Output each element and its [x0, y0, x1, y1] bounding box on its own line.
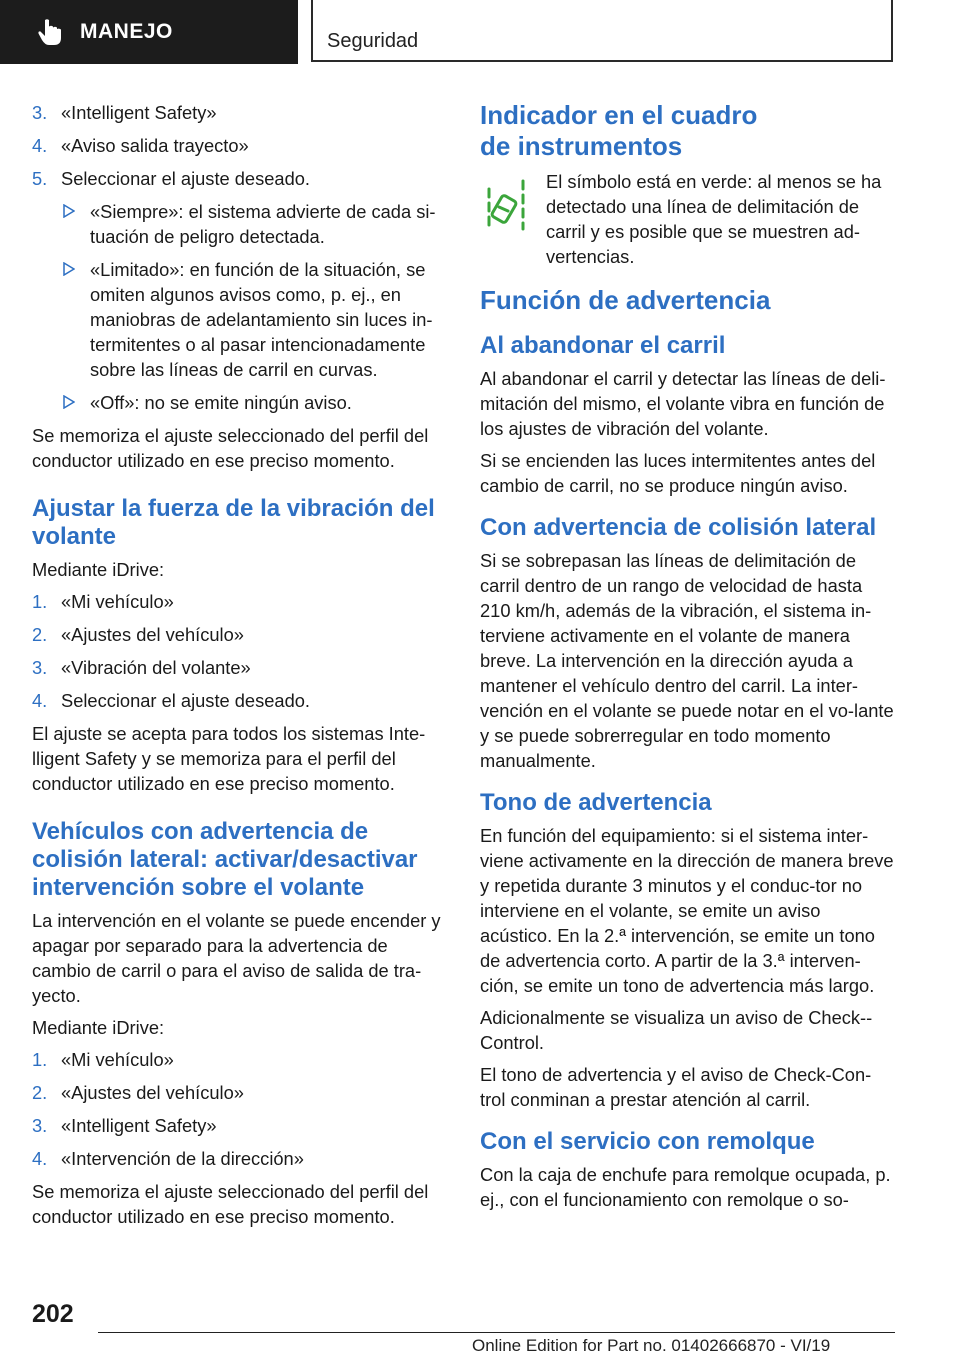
list-item: [32, 257, 446, 382]
step-text: «Intervención de la dirección»: [61, 1148, 304, 1169]
section-heading: Al abandonar el carril: [480, 332, 726, 359]
paragraph: Se memoriza el ajuste seleccionado del perfil del conductor utilizado en ese preciso momento.: [32, 425, 429, 471]
edition-text: Online Edition for Part no. 01402666870 - VI/19: [472, 1336, 831, 1355]
steps-list-1: [32, 100, 446, 191]
step-text: «Vibración del volante»: [61, 657, 251, 678]
paragraph: Mediante iDrive:: [32, 1017, 165, 1038]
option-text: «Siempre»: el sistema advierte de cada si-tuación de peligro detectada.: [90, 201, 436, 247]
chapter-tab: [311, 0, 893, 62]
option-text: «Off»: no se emite ningún aviso.: [90, 392, 352, 413]
option-text: «Limitado»: en función de la situación, se omiten algunos avisos como, p. ej., en maniobras de adelantamiento sin luces in-termitentes o al pasar intencionadamente sobre las líneas de carril en curvas.: [90, 259, 433, 380]
list-item: [32, 688, 446, 713]
section-heading: Vehículos con advertencia de colisión lateral: activar/desactivar intervención sobre el volante: [32, 818, 418, 901]
steps-list-2: [32, 589, 446, 713]
page-number: 202: [32, 1300, 74, 1328]
steps-list-3: [32, 1047, 446, 1171]
paragraph: Adicionalmente se visualiza un aviso de Check--Control.: [480, 1007, 873, 1053]
paragraph: Mediante iDrive:: [32, 559, 165, 580]
section-heading: Indicador en el cuadro de instrumentos: [480, 100, 758, 161]
list-item: [32, 1080, 446, 1105]
list-item: [32, 622, 446, 647]
list-item: [32, 133, 446, 158]
paragraph: La intervención en el volante se puede encender y apagar por separado para la advertencia de cambio de carril o para el aviso de salida de tra-yecto.: [32, 910, 441, 1006]
options-list: [32, 199, 446, 415]
paragraph: El tono de advertencia y el aviso de Check-Con-trol conminan a prestar atención al carril.: [480, 1064, 872, 1110]
step-text: «Mi vehículo»: [61, 1049, 174, 1070]
step-number: 1.: [32, 1049, 48, 1070]
paragraph: Si se encienden las luces intermitentes antes del cambio de carril, no se produce ningún aviso.: [480, 450, 876, 496]
step-text: Seleccionar el ajuste deseado.: [61, 690, 310, 711]
list-item: [32, 100, 446, 125]
list-item: [32, 1113, 446, 1138]
step-number: 4.: [32, 690, 48, 711]
paragraph: Con la caja de enchufe para remolque ocupada, p. ej., con el funcionamiento con remolque o so-: [480, 1164, 891, 1210]
lane-departure-icon: [483, 173, 531, 233]
paragraph: Al abandonar el carril y detectar las líneas de deli-mitación del mismo, el volante vibra en función de los ajustes de vibración del volante.: [480, 368, 886, 439]
section-label: MANEJO: [80, 20, 173, 43]
chapter-label: Seguridad: [327, 30, 419, 52]
section-heading: Ajustar la fuerza de la vibración del volante: [32, 495, 435, 550]
section-heading: Tono de advertencia: [480, 789, 712, 816]
section-heading: Con el servicio con remolque: [480, 1128, 815, 1155]
step-text: «Intelligent Safety»: [61, 1115, 217, 1136]
step-number: 2.: [32, 624, 48, 645]
step-number: 1.: [32, 591, 48, 612]
paragraph: En función del equipamiento: si el sistema inter-viene activamente en la dirección de manera breve y repetida durante 3 minutos y el conduc-tor no interviene en el volante, se emite un aviso acústico. En la 2.ª intervención, se emite un tono de advertencia corto. A partir de la 3.ª interven-ción, se emite un tono de advertencia más largo.: [480, 825, 894, 996]
indicator-block: [480, 169, 896, 269]
hand-pointer-icon: [36, 17, 66, 47]
list-item: [32, 589, 446, 614]
list-item: [32, 655, 446, 680]
paragraph: El símbolo está en verde: al menos se ha detectado una línea de delimitación de carril y es posible que se muestren ad-vertencias.: [546, 171, 882, 267]
triangle-bullet-icon: [63, 395, 75, 409]
paragraph: El ajuste se acepta para todos los sistemas Inte-lligent Safety y se memoriza para el perfil del conductor utilizado en ese preciso momento.: [32, 723, 426, 794]
list-item: [32, 390, 446, 415]
list-item: [32, 166, 446, 191]
step-number: 3.: [32, 657, 48, 678]
paragraph: Si se sobrepasan las líneas de delimitación de carril dentro de un rango de velocidad de hasta 210 km/h, además de la vibración, el sistema in-terviene activamente en el volante de manera breve. La intervención en la dirección ayuda a mantener el vehículo dentro del carril. La inter-vención en el volante se puede notar en el vo-lante y se puede sobrerregular en todo momento manualmente.: [480, 550, 894, 771]
triangle-bullet-icon: [63, 262, 75, 276]
section-heading: Con advertencia de colisión lateral: [480, 514, 877, 541]
paragraph: Se memoriza el ajuste seleccionado del perfil del conductor utilizado en ese preciso momento.: [32, 1181, 429, 1227]
step-text: «Ajustes del vehículo»: [61, 1082, 244, 1103]
step-number: 3.: [32, 102, 48, 123]
footer-divider: [98, 1332, 895, 1333]
list-item: [32, 199, 446, 249]
step-text: «Mi vehículo»: [61, 591, 174, 612]
step-number: 4.: [32, 135, 48, 156]
step-number: 4.: [32, 1148, 48, 1169]
step-text: Seleccionar el ajuste deseado.: [61, 168, 310, 189]
list-item: [32, 1047, 446, 1072]
left-column: [32, 100, 446, 1236]
step-text: «Aviso salida trayecto»: [61, 135, 249, 156]
triangle-bullet-icon: [63, 204, 75, 218]
section-tab: [0, 0, 298, 64]
step-text: «Ajustes del vehículo»: [61, 624, 244, 645]
step-text: «Intelligent Safety»: [61, 102, 217, 123]
section-heading: Función de advertencia: [480, 285, 771, 315]
list-item: [32, 1146, 446, 1171]
right-column: [480, 100, 896, 1219]
step-number: 2.: [32, 1082, 48, 1103]
step-number: 3.: [32, 1115, 48, 1136]
step-number: 5.: [32, 168, 48, 189]
